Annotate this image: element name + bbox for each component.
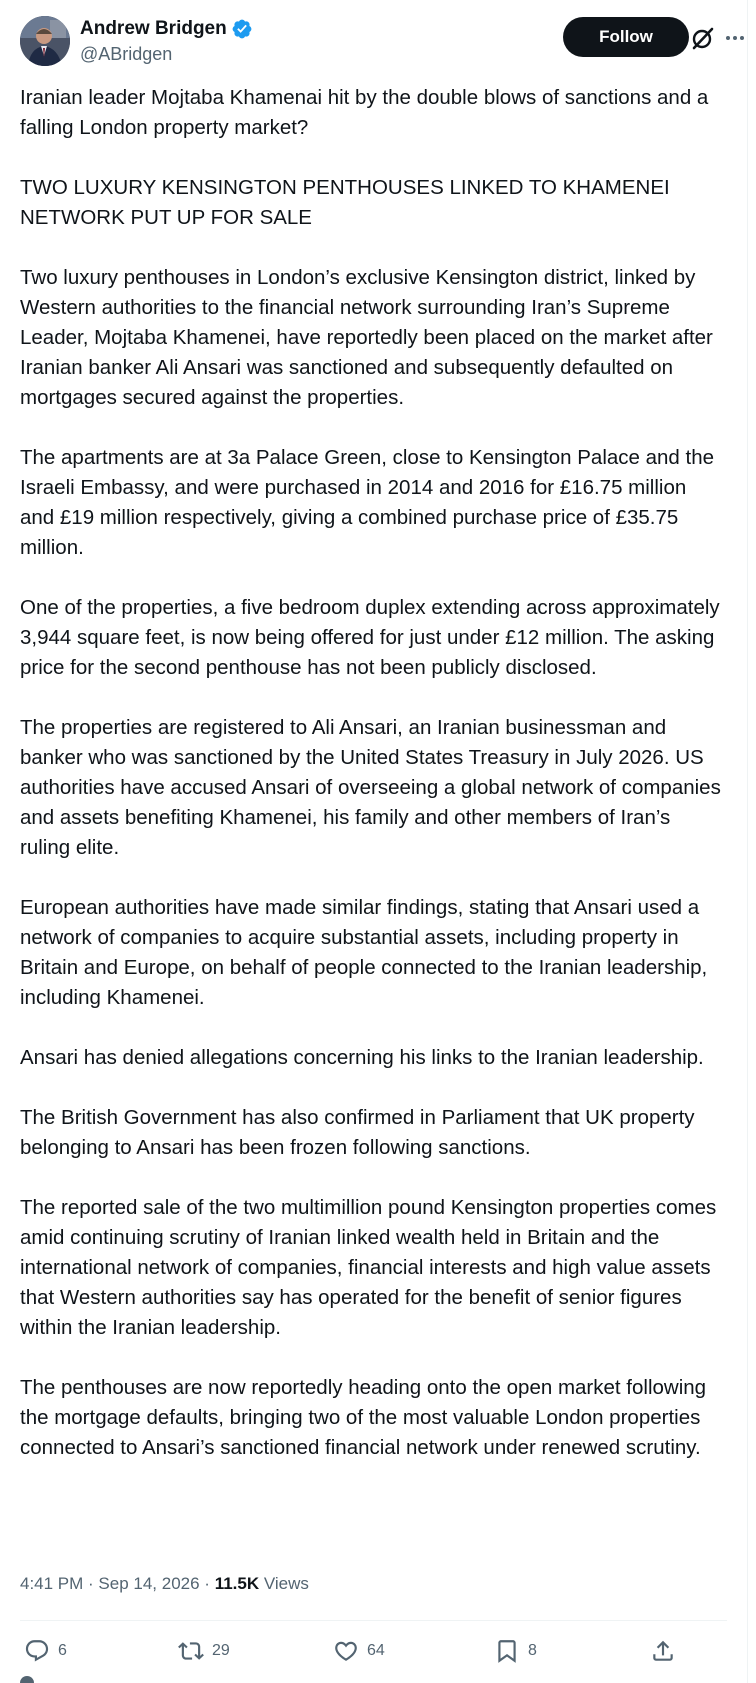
heart-icon xyxy=(333,1638,359,1664)
author-display-name[interactable]: Andrew Bridgen xyxy=(80,18,227,39)
share-button[interactable] xyxy=(650,1636,676,1666)
repost-icon xyxy=(178,1638,204,1664)
tweet-paragraph: Two luxury penthouses in London’s exclusive Kensington district, linked by Western authorities to the financial network surrounding Iran’s Supreme Leader, Mojtaba Khamenei, have reportedly been placed on the market after Iranian banker Ali Ansari was sanctioned and subsequently defaulted on mortgages secured against the properties. xyxy=(20,266,713,409)
tweet-paragraph: The British Government has also confirmed in Parliament that UK property belonging to Ansari has been frozen following sanctions. xyxy=(20,1106,695,1159)
avatar[interactable] xyxy=(20,16,70,66)
author-handle[interactable]: @ABridgen xyxy=(80,44,173,64)
tweet-paragraph: The apartments are at 3a Palace Green, close to Kensington Palace and the Israeli Embassy, and were purchased in 2014 and 2016 for £16.75 million and £19 million respectively, giving a combined purchase price of £35.75 million. xyxy=(20,446,715,559)
avatar-photo-icon xyxy=(20,16,70,66)
author-names xyxy=(80,16,253,65)
tweet-paragraph: European authorities have made similar findings, stating that Ansari used a network of companies to acquire substantial assets, including property in Britain and Europe, on behalf of people connected to the Iranian leadership, including Khamenei. xyxy=(20,896,708,1009)
tweet-paragraph: The properties are registered to Ali Ansari, an Iranian businessman and banker who was sanctioned by the United States Treasury in July 2026. US authorities have accused Ansari of overseeing a global network of companies and assets benefiting Khamenei, his family and other members of Iran’s ruling elite. xyxy=(20,716,721,859)
like-button[interactable] xyxy=(333,1636,385,1666)
meta-separator: · xyxy=(83,1574,99,1593)
tweet-paragraph: TWO LUXURY KENSINGTON PENTHOUSES LINKED TO KHAMENEI NETWORK PUT UP FOR SALE xyxy=(20,176,670,229)
tweet-paragraph: One of the properties, a five bedroom duplex extending across approximately 3,944 square feet, is now being offered for just under £12 million. The asking price for the second penthouse has not been publicly disclosed. xyxy=(20,596,720,679)
bookmark-count: 8 xyxy=(528,1642,537,1659)
reply-avatar-peek xyxy=(20,1676,34,1683)
reply-button[interactable] xyxy=(24,1636,67,1666)
repost-count: 29 xyxy=(212,1642,230,1659)
tweet-paragraph: The reported sale of the two multimillion pound Kensington properties comes amid continuing scrutiny of Iranian linked wealth held in Britain and the international network of companies, financial interests and high value assets that Western authorities say has operated for the benefit of senior figures within the Iranian leadership. xyxy=(20,1196,717,1339)
views-label: Views xyxy=(259,1574,309,1593)
tweet-header xyxy=(20,0,727,84)
repost-button[interactable] xyxy=(178,1636,230,1666)
tweet-paragraph: The penthouses are now reportedly heading onto the open market following the mortgage defaults, bringing two of the most valuable London properties connected to Ansari’s sanctioned financial network under renewed scrutiny. xyxy=(20,1376,707,1459)
meta-separator: · xyxy=(199,1574,215,1593)
share-icon xyxy=(650,1638,676,1664)
tweet-date[interactable]: Sep 14, 2026 xyxy=(98,1574,200,1593)
verified-badge-icon[interactable] xyxy=(231,18,253,40)
follow-button[interactable]: Follow xyxy=(563,17,689,57)
divider xyxy=(20,1620,727,1621)
reply-count: 6 xyxy=(58,1642,67,1659)
bookmark-button[interactable] xyxy=(494,1636,537,1666)
column-border xyxy=(747,0,748,1683)
tweet-paragraph: Iranian leader Mojtaba Khamenai hit by the double blows of sanctions and a falling London property market? xyxy=(20,86,709,139)
like-count: 64 xyxy=(367,1642,385,1659)
tweet-paragraph: Ansari has denied allegations concerning his links to the Iranian leadership. xyxy=(20,1046,704,1069)
tweet xyxy=(20,0,727,1659)
tweet-actions xyxy=(20,1636,727,1666)
tweet-time[interactable]: 4:41 PM xyxy=(20,1574,84,1593)
more-icon[interactable] xyxy=(725,35,745,41)
tweet-meta xyxy=(20,1574,309,1594)
bookmark-icon xyxy=(494,1638,520,1664)
reply-icon xyxy=(24,1638,50,1664)
grok-icon[interactable] xyxy=(690,25,716,51)
views-count: 11.5K xyxy=(214,1574,260,1593)
tweet-text xyxy=(20,83,725,1493)
